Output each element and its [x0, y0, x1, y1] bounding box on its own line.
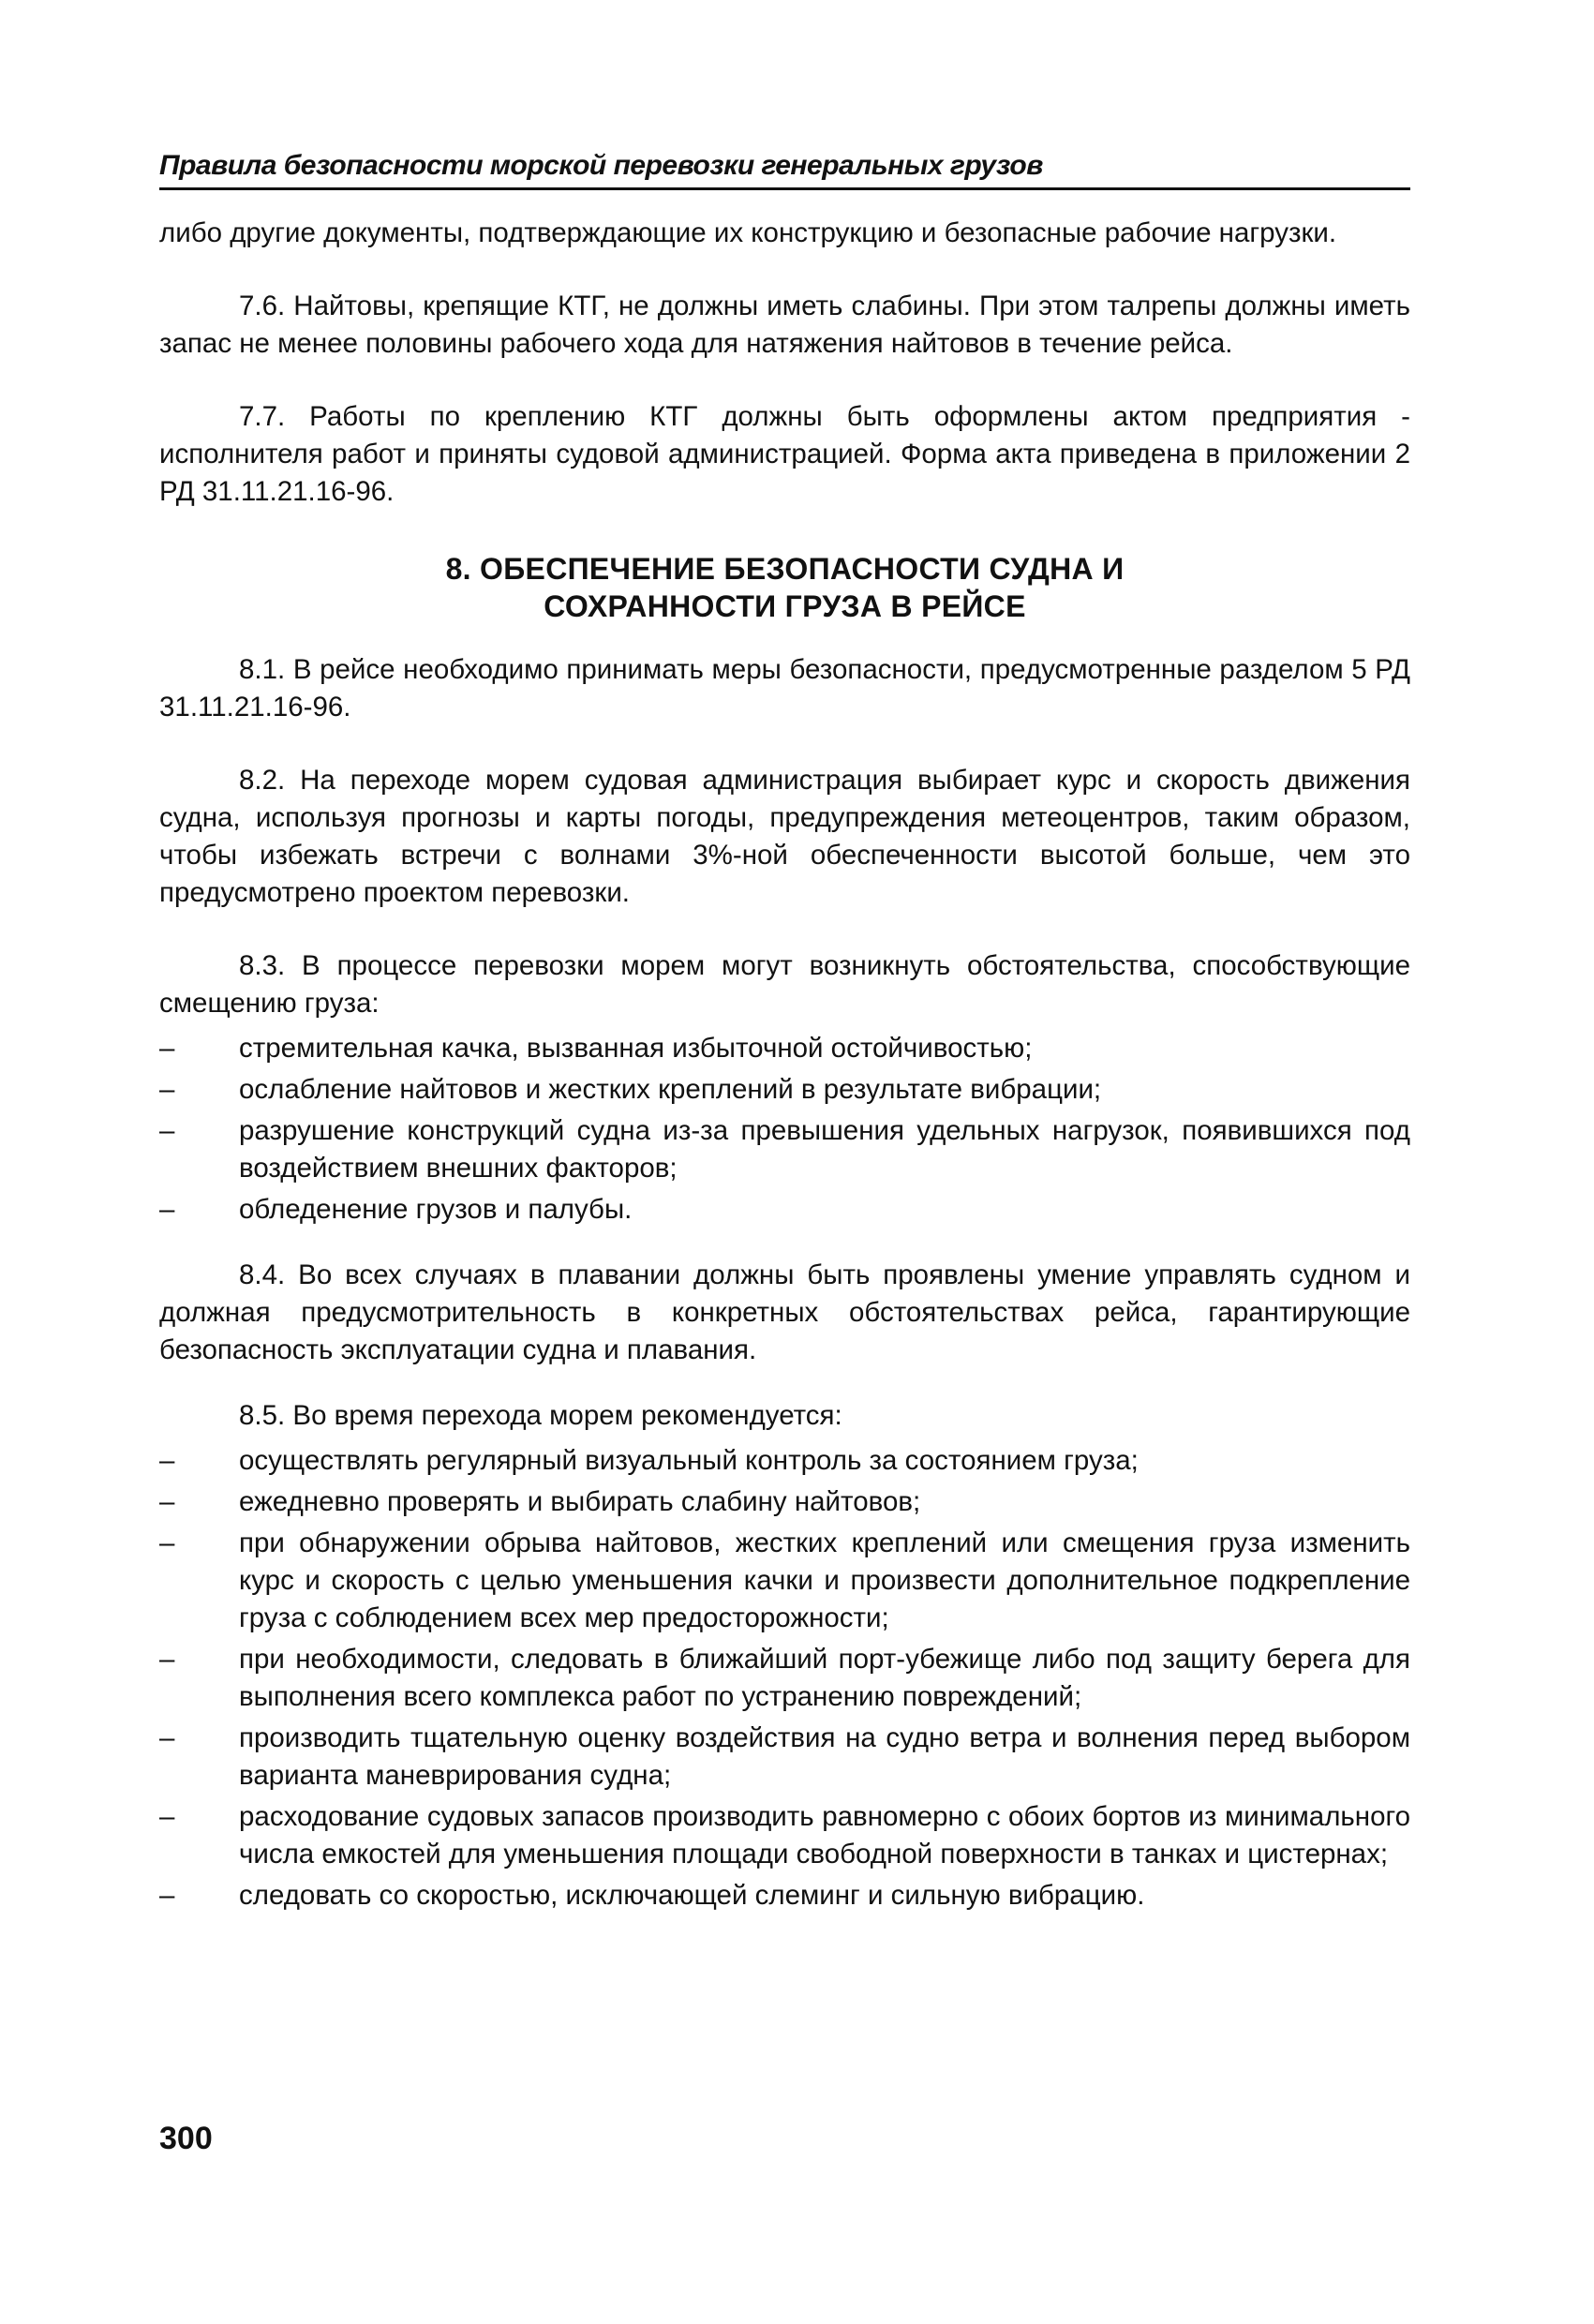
- list-item-text: при обнаружении обрыва найтовов, жестких креплений или смещения груза изменить курс и скорость с целью уменьшения качки и произвести дополнительное подкрепление груза с соблюдением всех мер предосторожности;: [239, 1527, 1410, 1633]
- paragraph-8-2: 8.2. На переходе морем судовая администрация выбирает курс и скорость движения судна, используя прогнозы и карты погоды, предупреждения метеоцентров, таким образом, чтобы избежать встречи с волнами 3%-ной обеспеченности высотой больше, чем это предусмотрено проектом перевозки.: [159, 765, 1410, 908]
- list-item: [159, 1483, 1410, 1521]
- list-dash: –: [159, 1527, 175, 1558]
- paragraph-7-7: 7.7. Работы по креплению КТГ должны быть оформлены актом предприятия - исполнителя работ и приняты судовой администрацией. Форма акта приведена в приложении 2 РД 31.11.21.16-96.: [159, 401, 1410, 507]
- document-page: [159, 150, 1410, 1918]
- list-item: [159, 1442, 1410, 1480]
- list-item-text: стремительная качка, вызванная избыточной остойчивостью;: [239, 1033, 1033, 1064]
- list-dash: –: [159, 1644, 175, 1675]
- list-item: [159, 1112, 1410, 1187]
- list-item-text: производить тщательную оценку воздействия на судно ветра и волнения перед выбором варианта маневрирования судна;: [239, 1722, 1410, 1791]
- list-dash: –: [159, 1486, 175, 1517]
- running-header: Правила безопасности морской перевозки генеральных грузов: [159, 150, 1410, 190]
- list-item: [159, 1720, 1410, 1795]
- list-dash: –: [159, 1074, 175, 1105]
- list-item: [159, 1877, 1410, 1914]
- paragraph-continuation: либо другие документы, подтверждающие их конструкцию и безопасные рабочие нагрузки.: [159, 217, 1337, 248]
- list-item-text: расходование судовых запасов производить равномерно с обоих бортов из минимального числа емкостей для уменьшения площади свободной поверхности в танках и цистернах;: [239, 1801, 1410, 1870]
- list-item: [159, 1030, 1410, 1067]
- list-dash: –: [159, 1722, 175, 1753]
- paragraph-8-4: 8.4. Во всех случаях в плавании должны быть проявлены умение управлять судном и должная предусмотрительность в конкретных обстоятельствах рейса, гарантирующие безопасность эксплуатации судна и плавания.: [159, 1259, 1410, 1365]
- list-item: [159, 1071, 1410, 1109]
- list-dash: –: [159, 1115, 175, 1146]
- list-item-text: ослабление найтовов и жестких креплений в результате вибрации;: [239, 1074, 1102, 1105]
- paragraph-8-5: 8.5. Во время перехода морем рекомендуется:: [239, 1400, 842, 1431]
- list-item-text: осуществлять регулярный визуальный контроль за состоянием груза;: [239, 1445, 1139, 1476]
- list-item-text: разрушение конструкций судна из-за превышения удельных нагрузок, появившихся под воздействием внешних факторов;: [239, 1115, 1410, 1184]
- list-8-5: [159, 1442, 1410, 1914]
- section-heading-line-1: 8. ОБЕСПЕЧЕНИЕ БЕЗОПАСНОСТИ СУДНА И: [445, 552, 1125, 586]
- paragraph-8-3: 8.3. В процессе перевозки морем могут возникнуть обстоятельства, способствующие смещению груза:: [159, 950, 1410, 1019]
- list-dash: –: [159, 1194, 175, 1225]
- list-item: [159, 1191, 1410, 1229]
- list-8-3: [159, 1030, 1410, 1229]
- list-item: [159, 1798, 1410, 1873]
- list-item: [159, 1525, 1410, 1637]
- page-number: 300: [159, 2121, 213, 2156]
- list-item-text: обледенение грузов и палубы.: [239, 1194, 633, 1225]
- section-heading: [159, 550, 1410, 625]
- paragraph-7-6: 7.6. Найтовы, крепящие КТГ, не должны иметь слабины. При этом талрепы должны иметь запас не менее половины рабочего хода для натяжения найтовов в течение рейса.: [159, 290, 1410, 359]
- list-dash: –: [159, 1801, 175, 1832]
- list-item-text: при необходимости, следовать в ближайший порт-убежище либо под защиту берега для выполнения всего комплекса работ по устранению повреждений;: [239, 1644, 1410, 1712]
- section-heading-line-2: СОХРАННОСТИ ГРУЗА В РЕЙСЕ: [544, 589, 1026, 623]
- paragraph-8-1: 8.1. В рейсе необходимо принимать меры безопасности, предусмотренные разделом 5 РД 31.11.21.16-96.: [159, 654, 1410, 723]
- list-item-text: ежедневно проверять и выбирать слабину найтовов;: [239, 1486, 921, 1517]
- list-item: [159, 1641, 1410, 1716]
- list-item-text: следовать со скоростью, исключающей слеминг и сильную вибрацию.: [239, 1880, 1145, 1911]
- list-dash: –: [159, 1445, 175, 1476]
- list-dash: –: [159, 1880, 175, 1911]
- list-dash: –: [159, 1033, 175, 1064]
